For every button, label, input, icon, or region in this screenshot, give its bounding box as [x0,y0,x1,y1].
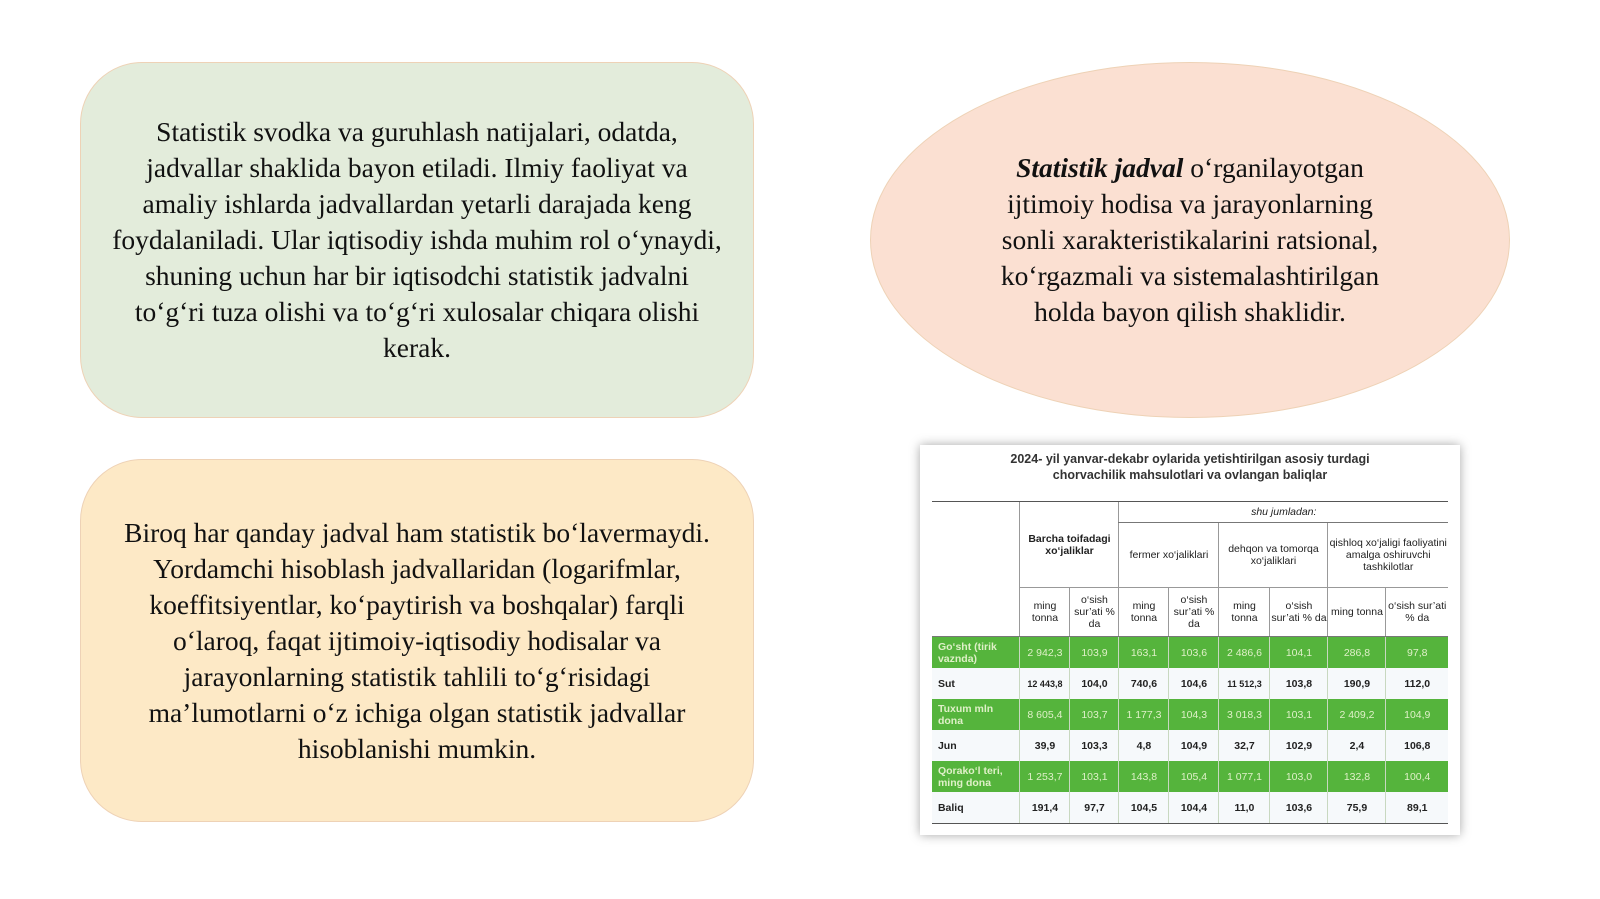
definition-body: o‘rganilayotgan ijtimoiy hodisa va jarayonlarning sonli xarakteristikalarini ratsional, ko‘rgazmali va sistemalashtirilgan holda bayon qilish shaklidir. [1000,152,1380,327]
intro-text: Statistik svodka va guruhlash natijalari, odatda, jadvallar shaklida bayon etiladi. Ilmiy faoliyat va amaliy ishlarda jadvallardan yetarli darajada keng foydalaniladi. Ular iqtisodiy ishda muhim rol o‘ynaydi, shuning uchun har bir iqtisodchi statistik jadvalni to‘g‘ri tuza olishi va to‘g‘ri xulosalar chiqara olishi kerak. [112,116,722,363]
intro-text-box [80,62,754,418]
table-cell: 106,8 [1386,730,1448,761]
table-cell: 286,8 [1328,637,1386,669]
unit-header: o‘sish sur’ati % da [1070,588,1119,637]
note-text: Biroq har qanday jadval ham statistik bo‘lavermaydi. Yordamchi hisoblash jadvallaridan (logarifmlar, koeffitsiyentlar, ko‘paytirish va boshqalar) farqli o‘laroq, faqat ijtimoiy-iqtisodiy hodisalar va jarayonlarning statistik tahlili to‘g‘risidagi ma’lumotlarni o‘z ichiga olgan statistik jadvallar hisoblanishi mumkin. [124,516,710,764]
table-cell: 104,3 [1169,699,1219,730]
table-cell: 12 443,8 [1020,668,1070,699]
table-row [932,668,1448,699]
table-cell: 97,7 [1070,792,1119,824]
unit-header: ming tonna [1119,588,1169,637]
row-label: Tuxum mln dona [932,699,1020,730]
table-cell: 163,1 [1119,637,1169,669]
table-cell: 104,9 [1169,730,1219,761]
table-cell: 39,9 [1020,730,1070,761]
note-text-box [80,459,754,822]
table-cell: 104,4 [1169,792,1219,824]
table-title [928,451,1452,483]
table-cell: 102,9 [1270,730,1328,761]
row-label: Go‘sht (tirik vaznda) [932,637,1020,669]
unit-header: o‘sish sur’ati % da [1386,588,1448,637]
definition-text [981,150,1399,330]
unit-header: ming tonna [1020,588,1070,637]
table-cell: 89,1 [1386,792,1448,824]
definition-ellipse [870,62,1510,418]
table-cell: 103,1 [1070,761,1119,792]
unit-header: ming tonna [1219,588,1270,637]
table-cell: 11,0 [1219,792,1270,824]
table-cell: 8 605,4 [1020,699,1070,730]
header-farmer: fermer xo‘jaliklari [1119,523,1219,588]
table-cell: 11 512,3 [1219,668,1270,699]
table-cell: 75,9 [1328,792,1386,824]
unit-header: ming tonna [1328,588,1386,637]
unit-header: o‘sish sur’ati % da [1270,588,1328,637]
table-cell: 97,8 [1386,637,1448,669]
table-cell: 103,0 [1270,761,1328,792]
table-cell: 103,6 [1270,792,1328,824]
table-cell: 104,1 [1270,637,1328,669]
statistics-table [932,501,1448,824]
table-cell: 2,4 [1328,730,1386,761]
table-cell: 132,8 [1328,761,1386,792]
table-cell: 112,0 [1386,668,1448,699]
table-cell: 740,6 [1119,668,1169,699]
table-cell: 1 077,1 [1219,761,1270,792]
table-row [932,637,1448,669]
header-dehqon: dehqon va tomorqa xo‘jaliklari [1219,523,1328,588]
row-label: Jun [932,730,1020,761]
table-cell: 104,9 [1386,699,1448,730]
table-title-line-2: chorvachilik mahsulotlari va ovlangan baliqlar [1052,468,1328,482]
table-cell: 103,3 [1070,730,1119,761]
header-empty-cell [932,502,1020,637]
table-row [932,730,1448,761]
table-cell: 3 018,3 [1219,699,1270,730]
table-row [932,792,1448,824]
table-cell: 1 177,3 [1119,699,1169,730]
header-all-farms: Barcha toifadagi xo‘jaliklar [1020,502,1119,588]
table-cell: 103,1 [1270,699,1328,730]
table-cell: 103,6 [1169,637,1219,669]
table-row [932,761,1448,792]
table-cell: 100,4 [1386,761,1448,792]
table-cell: 2 942,3 [1020,637,1070,669]
table-cell: 104,0 [1070,668,1119,699]
table-cell: 104,6 [1169,668,1219,699]
row-label: Qorako‘l teri, ming dona [932,761,1020,792]
unit-header: o‘sish sur’ati % da [1169,588,1219,637]
table-cell: 4,8 [1119,730,1169,761]
table-cell: 2 486,6 [1219,637,1270,669]
definition-term: Statistik jadval [1016,152,1184,183]
statistics-table-image [920,445,1460,835]
table-cell: 103,7 [1070,699,1119,730]
table-cell: 191,4 [1020,792,1070,824]
table-title-line-1: 2024- yil yanvar-dekabr oylarida yetishtirilgan asosiy turdagi [1010,452,1370,466]
table-cell: 103,9 [1070,637,1119,669]
header-organizations: qishloq xo‘jaligi faoliyatini amalga oshiruvchi tashkilotlar [1328,523,1448,588]
table-cell: 1 253,7 [1020,761,1070,792]
table-row [932,699,1448,730]
table-cell: 103,8 [1270,668,1328,699]
header-group: shu jumladan: [1119,502,1448,523]
table-cell: 2 409,2 [1328,699,1386,730]
table-cell: 190,9 [1328,668,1386,699]
row-label: Baliq [932,792,1020,824]
table-cell: 143,8 [1119,761,1169,792]
table-cell: 105,4 [1169,761,1219,792]
table-cell: 32,7 [1219,730,1270,761]
table-cell: 104,5 [1119,792,1169,824]
row-label: Sut [932,668,1020,699]
